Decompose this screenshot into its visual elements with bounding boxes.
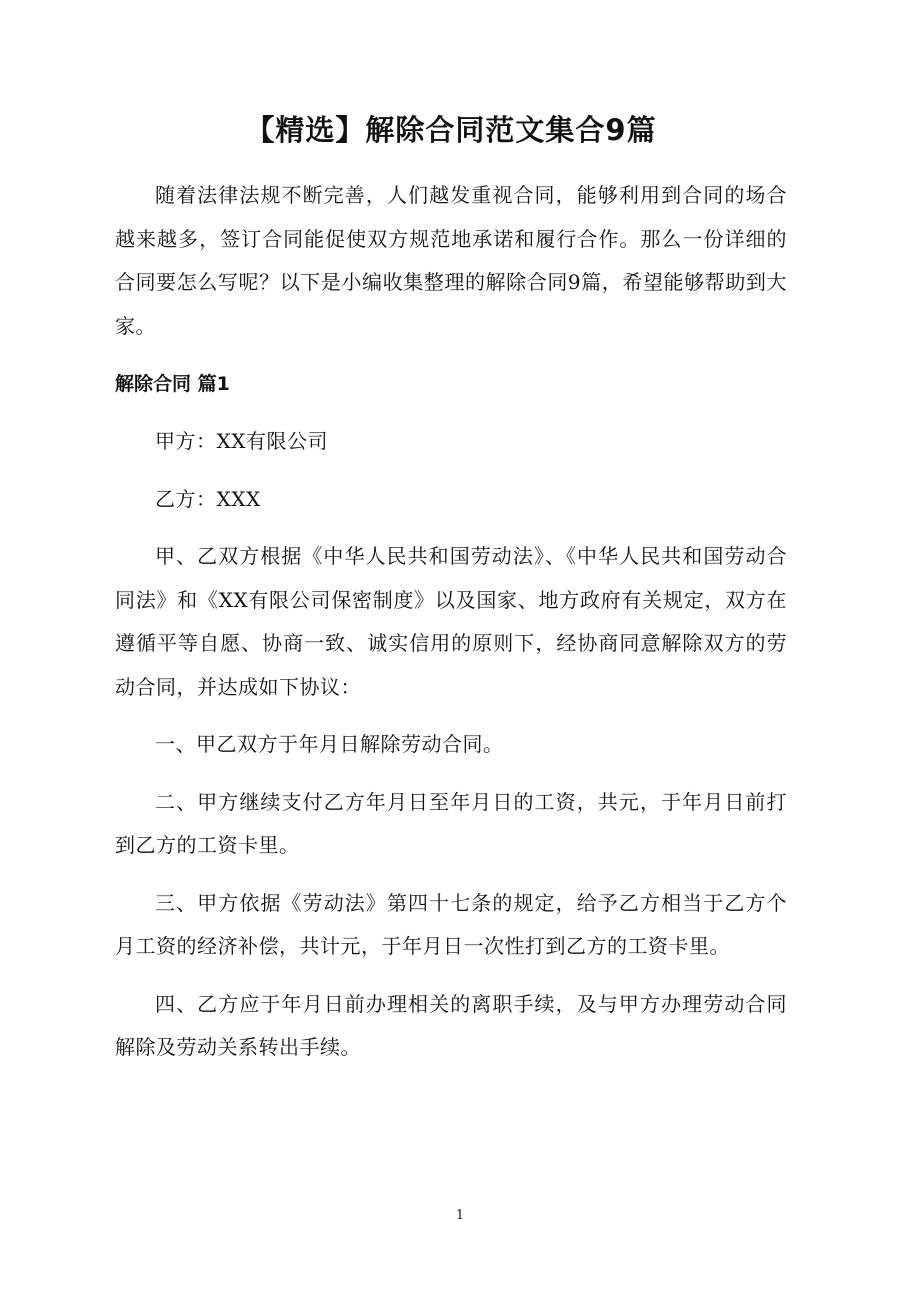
clause-paragraph: 二、甲方继续支付乙方年月日至年月日的工资，共元，于年月日前打到乙方的工资卡里。 — [115, 789, 787, 857]
clause-paragraph: 三、甲方依据《劳动法》第四十七条的规定，给予乙方相当于乙方个月工资的经济补偿，共计元，于年月日一次性打到乙方的工资卡里。 — [115, 890, 787, 958]
intro-paragraph: 随着法律法规不断完善，人们越发重视合同，能够利用到合同的场合越来越多，签订合同能促使双方规范地承诺和履行合作。那么一份详细的合同要怎么写呢？以下是小编收集整理的解除合同9篇，希望能够帮助到大家。 — [115, 183, 787, 338]
preamble-paragraph: 甲、乙双方根据《中华人民共和国劳动法》、《中华人民共和国劳动合同法》和《XX有限公司保密制度》以及国家、地方政府有关规定，双方在遵循平等自愿、协商一致、诚实信用的原则下，经协商同意解除双方的劳动合同，并达成如下协议： — [115, 544, 787, 699]
clause-paragraph: 四、乙方应于年月日前办理相关的离职手续，及与甲方办理劳动合同解除及劳动关系转出手续。 — [115, 991, 787, 1059]
clause-paragraph: 一、甲乙双方于年月日解除劳动合同。 — [155, 732, 504, 756]
section-heading: 解除合同 篇1 — [115, 373, 230, 395]
document-body — [115, 108, 787, 1084]
party-a-line: 甲方：XX有限公司 — [155, 429, 328, 453]
page-number: 1 — [455, 1208, 465, 1223]
party-b-line: 乙方：XXX — [155, 486, 261, 511]
document-title: 【精选】解除合同范文集合9篇 — [245, 113, 657, 147]
